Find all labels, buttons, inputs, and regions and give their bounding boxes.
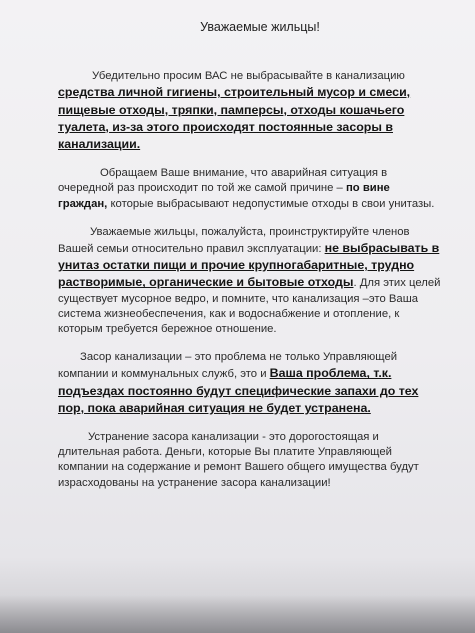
paragraph-1-lead: Убедительно просим ВАС не выбрасывайте в канализацию xyxy=(92,70,405,83)
paragraph-2-tail: которые выбрасывают недопустимые отходы в свои унитазы. xyxy=(107,197,435,210)
notice-body xyxy=(58,20,442,504)
paragraph-3-tail: . Для этих целей существует мусорное ведро, и помните, что канализация –это Ваша система жизнеобеспечения, как и водоснабжение и отопление, к которым требуется бережное отношение. xyxy=(58,277,441,336)
paragraph-1-emphasis: средства личной гигиены, строительный мусор и смеси, пищевые отходы, тряпки, памперсы, отходы кошачьего туалета, из-за этого происходят постоянные засоры в канализации. xyxy=(58,85,411,152)
paragraph-3-lead: Уважаемые жильцы, пожалуйста, проинструктируйте членов Вашей семьи относительно правил эксплуатации: xyxy=(58,225,410,256)
paragraph-2-lead: Обращаем Ваше внимание, что аварийная ситуация в очередной раз происходит по той же самой причине – xyxy=(58,167,388,195)
paragraph-2 xyxy=(58,166,442,212)
paragraph-3 xyxy=(58,225,442,337)
paragraph-4 xyxy=(58,350,442,417)
paragraph-5-text: Устранение засора канализации - это дорогостоящая и длительная работа. Деньги, которые Вы платите Управляющей компании на содержание и ремонт Вашего общего имущества будут израсходованы на устранение засора канализации! xyxy=(58,431,419,489)
paragraph-3-emphasis: не выбрасывать в унитаз остатки пищи и прочие крупногабаритные, трудно растворимые, органические и бытовые отходы xyxy=(58,241,440,290)
paragraph-2-emphasis: по вине граждан, xyxy=(58,182,390,210)
paragraph-1 xyxy=(58,69,442,153)
paragraph-4-emphasis: Ваша проблема, т.к. подъездах постоянно будут специфические запахи до тех пор, пока аварийная ситуация не будет устранена. xyxy=(58,366,419,415)
paragraph-5 xyxy=(58,430,442,491)
bottom-shadow xyxy=(0,595,475,633)
notice-title: Уважаемые жильцы! xyxy=(200,20,320,34)
paragraph-4-lead: Засор канализации – это проблема не только Управляющей компании и коммунальных служб, это и xyxy=(58,351,398,381)
